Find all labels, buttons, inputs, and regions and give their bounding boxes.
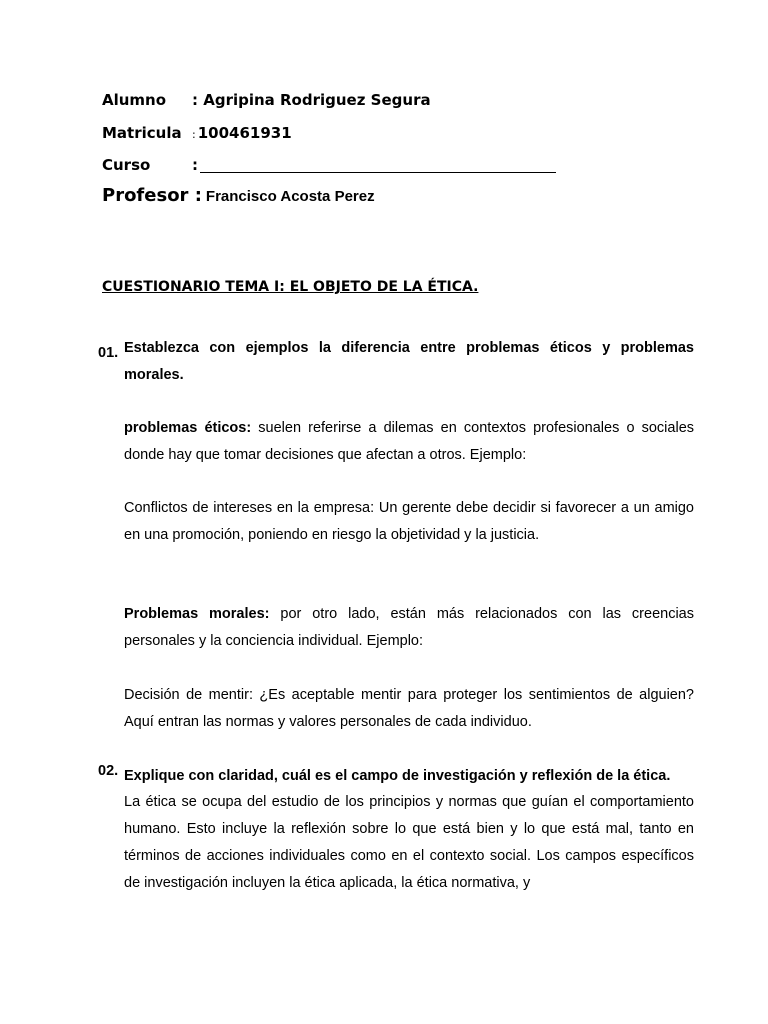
q1-eticos-definition: suelen referirse a dilemas en contextos profesionales o sociales donde hay que tomar decisiones que afectan a otros. Ejemplo: (124, 420, 695, 463)
curso-row (102, 156, 556, 174)
q1-paragraph-example-2: Decisión de mentir: ¿Es aceptable mentir para proteger los sentimientos de alguien? Aquí entran las normas y valores personales de cada individuo. (124, 687, 694, 730)
matricula-colon: : (192, 128, 196, 141)
curso-colon: : (192, 156, 198, 174)
question-2-answer: La ética se ocupa del estudio de los principios y normas que guían el comportamiento humano. Esto incluye la reflexión sobre lo que está bien y lo que está mal, tanto en términos de acciones individuales como en el contexto social. Los campos específicos de investigación incluyen la ética aplicada, la ética normativa, y (124, 794, 694, 891)
curso-label: Curso (102, 156, 151, 174)
q1-paragraph-morales (124, 601, 694, 655)
matricula-row (102, 124, 292, 142)
question-1-number: 01. (98, 345, 119, 361)
profesor-label: Profesor : (102, 185, 202, 206)
profesor-row (102, 185, 375, 206)
q1-morales-term: Problemas morales: (124, 606, 270, 622)
document-title: CUESTIONARIO TEMA I: EL OBJETO DE LA ÉTICA. (102, 279, 479, 295)
matricula-label: Matricula (102, 124, 182, 142)
q1-eticos-term: problemas éticos: (124, 420, 252, 436)
question-1-text: Establezca con ejemplos la diferencia entre problemas éticos y problemas morales. (124, 340, 694, 383)
curso-blank-line (200, 158, 556, 173)
q1-paragraph-example-1: Conflictos de intereses en la empresa: Un gerente debe decidir si favorecer a un amigo en una promoción, poniendo en riesgo la objetividad y la justicia. (124, 500, 694, 543)
alumno-row (102, 91, 431, 109)
question-2-number: 02. (98, 763, 119, 779)
matricula-value: 100461931 (197, 124, 292, 142)
q1-paragraph-eticos (124, 415, 694, 469)
q1-morales-definition: por otro lado, están más relacionados con las creencias personales y la conciencia individual. Ejemplo: (124, 606, 694, 649)
alumno-value: : Agripina Rodriguez Segura (192, 91, 431, 109)
profesor-value: Francisco Acosta Perez (205, 188, 375, 205)
alumno-label: Alumno (102, 91, 167, 109)
question-2-text: Explique con claridad, cuál es el campo de investigación y reflexión de la ética. (124, 768, 671, 784)
